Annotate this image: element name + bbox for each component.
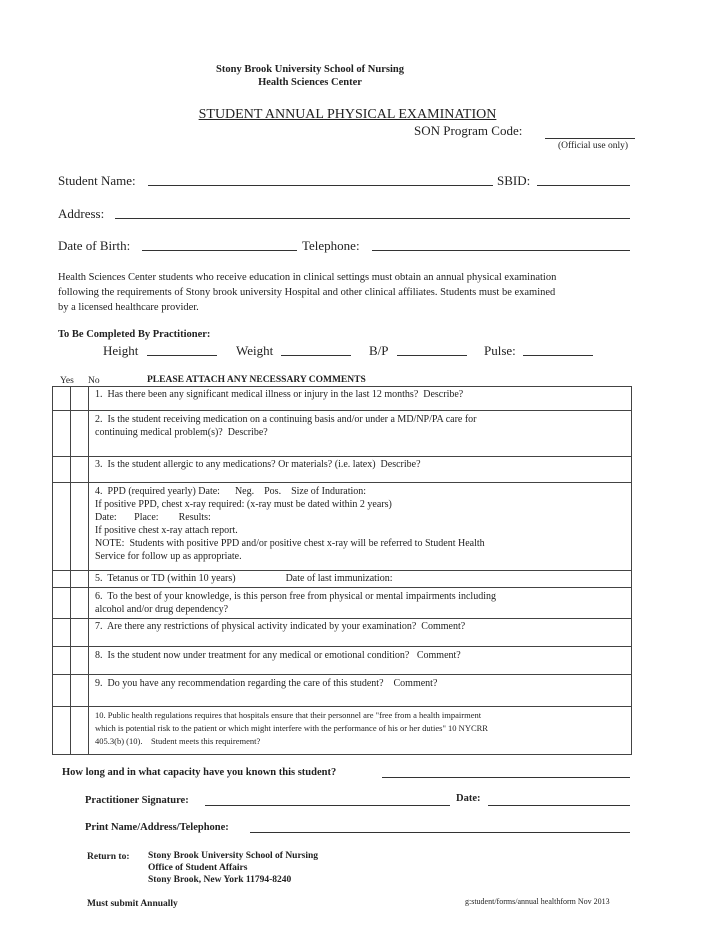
yes-checkbox-cell[interactable]: [53, 588, 71, 619]
no-checkbox-cell[interactable]: [71, 571, 89, 588]
return-line: Office of Student Affairs: [148, 863, 248, 873]
question-row: [53, 457, 632, 483]
address-field[interactable]: [115, 218, 630, 219]
no-column-header: No: [88, 376, 100, 386]
question-row: [53, 411, 632, 457]
dob-label: Date of Birth:: [58, 238, 131, 253]
address-label: Address:: [58, 206, 105, 221]
question-line: which is potential risk to the patient or which might interfere with the performance of his or her duties" 10 NYCRR: [95, 723, 488, 733]
question-row: [53, 675, 632, 707]
question-line: 10. Public health regulations requires that hospitals ensure that their personnel are "free from a health impairment: [95, 710, 482, 720]
height-field[interactable]: [147, 355, 217, 356]
question-text: [89, 707, 632, 755]
telephone-field[interactable]: [372, 250, 630, 251]
question-line: 7. Are there any restrictions of physical activity indicated by your examination? Comment?: [95, 621, 466, 632]
no-checkbox-cell[interactable]: [71, 457, 89, 483]
known-student-field[interactable]: [382, 777, 630, 778]
sbid-field[interactable]: [537, 185, 630, 186]
height-label: Height: [103, 343, 139, 358]
question-line: If positive chest x-ray attach report.: [95, 525, 238, 536]
question-text: [89, 588, 632, 619]
return-label: Return to:: [87, 852, 130, 862]
student-name-field[interactable]: [148, 185, 493, 186]
question-row: [53, 483, 632, 571]
question-line: 2. Is the student receiving medication on a continuing basis and/or under a MD/NP/PA care for: [95, 414, 477, 425]
comments-heading: PLEASE ATTACH ANY NECESSARY COMMENTS: [147, 375, 366, 385]
return-address: [148, 850, 318, 886]
program-code-field[interactable]: [545, 138, 635, 139]
yes-checkbox-cell[interactable]: [53, 619, 71, 647]
intro-line: by a licensed healthcare provider.: [58, 302, 199, 313]
no-checkbox-cell[interactable]: [71, 588, 89, 619]
no-checkbox-cell[interactable]: [71, 387, 89, 411]
intro-line: following the requirements of Stony brook university Hospital and other clinical affiliates. Students must be examined: [58, 287, 556, 298]
print-name-field[interactable]: [250, 832, 630, 833]
intro-paragraph: [58, 270, 556, 315]
yes-checkbox-cell[interactable]: [53, 571, 71, 588]
no-checkbox-cell[interactable]: [71, 619, 89, 647]
question-text: [89, 411, 632, 457]
signature-field[interactable]: [205, 805, 450, 806]
center-name: Health Sciences Center: [258, 77, 362, 88]
question-row: [53, 707, 632, 755]
questions-table: [52, 386, 632, 755]
question-row: [53, 647, 632, 675]
page-title: STUDENT ANNUAL PHYSICAL EXAMINATION: [198, 107, 497, 122]
yes-checkbox-cell[interactable]: [53, 411, 71, 457]
no-checkbox-cell[interactable]: [71, 483, 89, 571]
question-text: [89, 387, 632, 411]
program-code-label: SON Program Code:: [414, 123, 523, 138]
question-row: [53, 387, 632, 411]
print-name-label: Print Name/Address/Telephone:: [85, 822, 229, 833]
yes-column-header: Yes: [60, 376, 74, 386]
intro-line: Health Sciences Center students who receive education in clinical settings must obtain an annual physical examination: [58, 272, 557, 283]
telephone-label: Telephone:: [302, 238, 360, 253]
weight-label: Weight: [236, 343, 274, 358]
no-checkbox-cell[interactable]: [71, 675, 89, 707]
question-row: [53, 571, 632, 588]
question-line: 8. Is the student now under treatment for any medical or emotional condition? Comment?: [95, 650, 461, 661]
yes-checkbox-cell[interactable]: [53, 707, 71, 755]
school-name: Stony Brook University School of Nursing: [216, 64, 404, 75]
pulse-field[interactable]: [523, 355, 593, 356]
yes-checkbox-cell[interactable]: [53, 647, 71, 675]
must-submit-note: Must submit Annually: [87, 899, 178, 909]
return-line: Stony Brook, New York 11794-8240: [148, 875, 292, 885]
question-text: [89, 483, 632, 571]
practitioner-heading: To Be Completed By Practitioner:: [58, 329, 211, 340]
no-checkbox-cell[interactable]: [71, 411, 89, 457]
bp-label: B/P: [369, 343, 389, 358]
question-text: [89, 647, 632, 675]
question-line: 6. To the best of your knowledge, is this person free from physical or mental impairments including: [95, 591, 496, 602]
no-checkbox-cell[interactable]: [71, 647, 89, 675]
yes-checkbox-cell[interactable]: [53, 675, 71, 707]
weight-field[interactable]: [281, 355, 351, 356]
question-row: [53, 619, 632, 647]
question-text: [89, 619, 632, 647]
known-student-label: How long and in what capacity have you known this student?: [62, 767, 337, 778]
question-text: [89, 675, 632, 707]
question-line: If positive PPD, chest x-ray required: (x-ray must be dated within 2 years): [95, 499, 392, 510]
question-line: NOTE: Students with positive PPD and/or positive chest x-ray will be referred to Student Health: [95, 538, 485, 549]
question-text: [89, 457, 632, 483]
yes-checkbox-cell[interactable]: [53, 483, 71, 571]
question-line: 4. PPD (required yearly) Date: Neg. Pos. Size of Induration:: [95, 486, 367, 497]
sbid-label: SBID:: [497, 173, 531, 188]
bp-field[interactable]: [397, 355, 467, 356]
question-line: 5. Tetanus or TD (within 10 years) Date of last immunization:: [95, 573, 393, 584]
question-line: continuing medical problem(s)? Describe?: [95, 427, 268, 438]
question-line: 9. Do you have any recommendation regarding the care of this student? Comment?: [95, 678, 438, 689]
official-use-note: (Official use only): [558, 141, 628, 151]
question-line: Service for follow up as appropriate.: [95, 551, 242, 562]
question-line: Date: Place: Results:: [95, 512, 211, 523]
pulse-label: Pulse:: [484, 343, 516, 358]
question-line: 405.3(b) (10). Student meets this requirement?: [95, 736, 261, 746]
form-reference: g:student/forms/annual healthform Nov 2013: [465, 897, 610, 906]
return-line: Stony Brook University School of Nursing: [148, 851, 319, 861]
student-name-label: Student Name:: [58, 173, 136, 188]
question-text: [89, 571, 632, 588]
signature-label: Practitioner Signature:: [85, 795, 189, 806]
date-field[interactable]: [488, 805, 630, 806]
question-line: 1. Has there been any significant medical illness or injury in the last 12 months? Describe?: [95, 389, 464, 400]
question-line: 3. Is the student allergic to any medications? Or materials? (i.e. latex) Describe?: [95, 459, 421, 470]
no-checkbox-cell[interactable]: [71, 707, 89, 755]
dob-field[interactable]: [142, 250, 297, 251]
yes-checkbox-cell[interactable]: [53, 457, 71, 483]
question-row: [53, 588, 632, 619]
question-line: alcohol and/or drug dependency?: [95, 604, 229, 615]
yes-checkbox-cell[interactable]: [53, 387, 71, 411]
date-label: Date:: [456, 793, 481, 804]
